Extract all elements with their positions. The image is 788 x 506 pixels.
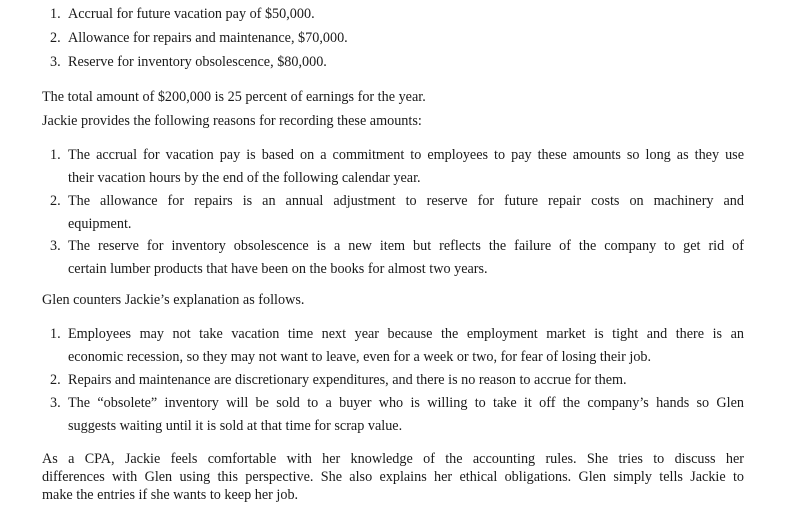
counter-intro: Glen counters Jackie’s explanation as follows. [42,292,305,308]
list-number: 2. [50,30,61,46]
list-number: 1. [50,6,61,22]
list-number: 3. [50,54,61,70]
total-paragraph: The total amount of $200,000 is 25 percent of earnings for the year. [42,89,426,105]
list-item: The “obsolete” inventory will be sold to a buyer who is willing to take it off the company’s hands so Glen [68,395,744,411]
list-item-continuation: certain lumber products that have been on the books for almost two years. [68,261,488,277]
list-number: 3. [50,238,61,254]
list-item-continuation: equipment. [68,216,132,232]
list-number: 1. [50,147,61,163]
list-number: 1. [50,326,61,342]
list-item-continuation: economic recession, so they may not want to leave, even for a week or two, for fear of losing their job. [68,349,652,365]
paragraph-line: As a CPA, Jackie feels comfortable with her knowledge of the accounting rules. She tries to discuss her [42,451,744,467]
list-item: The allowance for repairs is an annual adjustment to reserve for future repair costs on machinery and [68,193,744,209]
list-item-continuation: suggests waiting until it is sold at that time for scrap value. [68,418,403,434]
reasons-intro: Jackie provides the following reasons for recording these amounts: [42,113,422,129]
paragraph-line: differences with Glen using this perspective. She also explains her ethical obligations. Glen simply tells Jackie to [42,469,744,485]
list-item-continuation: their vacation hours by the end of the following calendar year. [68,170,421,186]
list-item: Allowance for repairs and maintenance, $70,000. [68,30,348,46]
paragraph-line: make the entries if she wants to keep her job. [42,487,299,503]
list-item: Employees may not take vacation time next year because the employment market is tight and there is an [68,326,744,342]
list-number: 2. [50,193,61,209]
list-number: 3. [50,395,61,411]
list-item: The reserve for inventory obsolescence is a new item but reflects the failure of the company to get rid of [68,238,744,254]
list-item: Accrual for future vacation pay of $50,000. [68,6,315,22]
list-item: Reserve for inventory obsolescence, $80,000. [68,54,327,70]
list-item: The accrual for vacation pay is based on a commitment to employees to pay these amounts so long as they use [68,147,744,163]
list-number: 2. [50,372,61,388]
list-item: Repairs and maintenance are discretionary expenditures, and there is no reason to accrue for them. [68,372,627,388]
